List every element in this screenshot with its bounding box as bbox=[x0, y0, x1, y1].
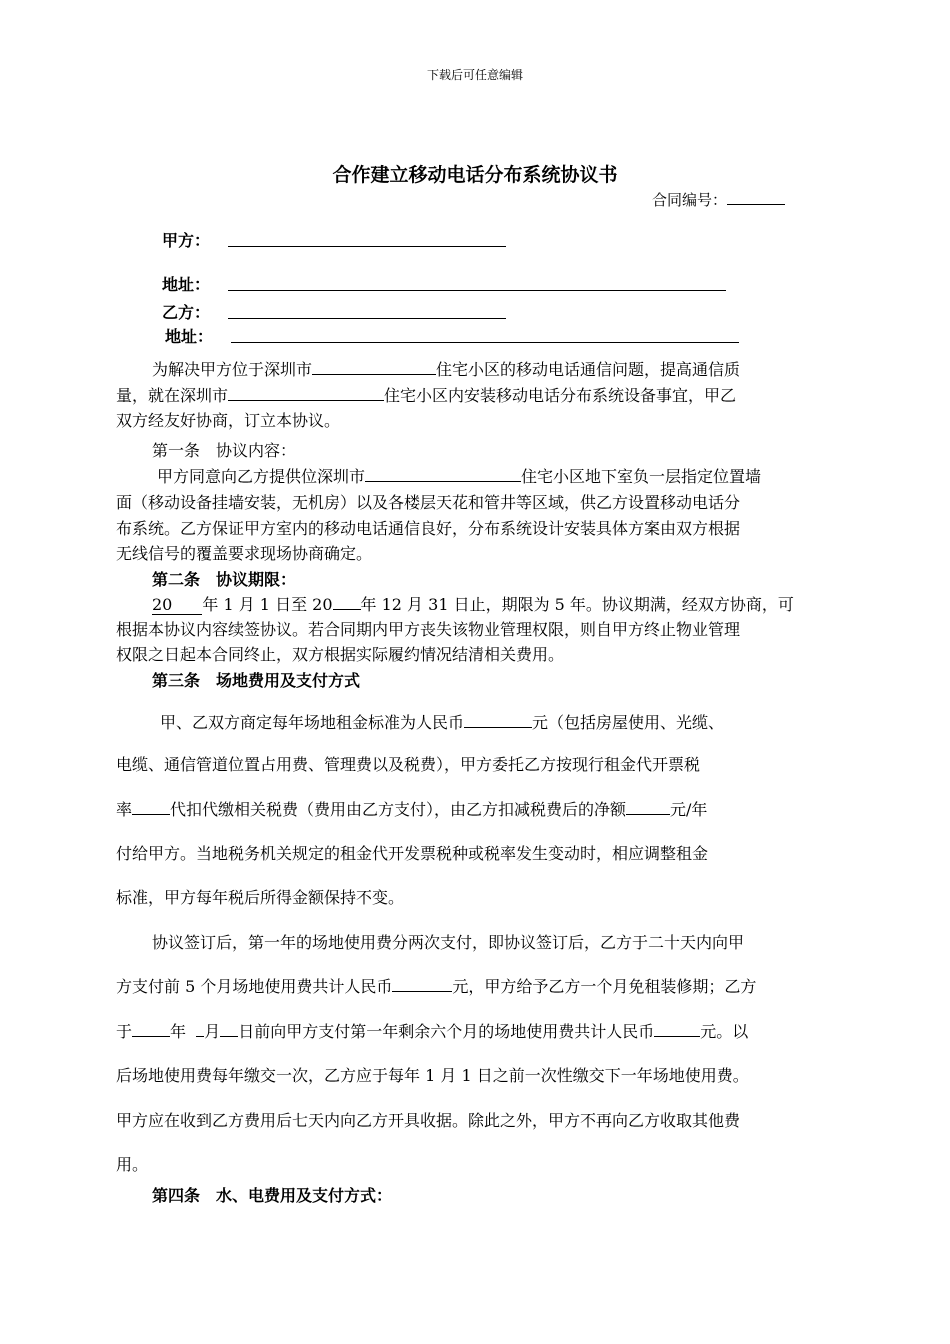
contract-number bbox=[652, 188, 785, 210]
year-start bbox=[152, 595, 202, 615]
article-2-line-1 bbox=[152, 592, 794, 615]
article-3-p1-line-3 bbox=[116, 797, 707, 820]
article-3-heading: 第三条 场地费用及支付方式 bbox=[152, 671, 361, 690]
intro-text: 量，就在深圳市 bbox=[116, 386, 229, 405]
party-a-blank bbox=[228, 246, 506, 247]
article-4-heading: 第四条 水、电费用及支付方式： bbox=[152, 1186, 393, 1205]
blank bbox=[365, 464, 521, 482]
article-1-line-2: 面（移动设备挂墙安装，无机房）以及各楼层天花和管井等区域，供乙方设置移动电话分 bbox=[116, 493, 741, 512]
article-1-line-1 bbox=[157, 464, 761, 487]
party-b-blank bbox=[228, 318, 506, 319]
article-1-line-4: 无线信号的覆盖要求现场协商确定。 bbox=[116, 544, 373, 563]
address-a-blank bbox=[228, 290, 726, 291]
article-text: 元，甲方给予乙方一个月免租装修期；乙方 bbox=[452, 977, 757, 996]
article-3-p2-line-6: 用。 bbox=[116, 1155, 149, 1174]
article-1-heading: 第一条 协议内容： bbox=[152, 441, 297, 460]
party-b-label: 乙方： bbox=[162, 303, 211, 322]
article-2-line-2: 根据本协议内容续签协议。若合同期内甲方丧失该物业管理权限，则自甲方终止物业管理 bbox=[116, 620, 741, 639]
article-text: 年 12 月 31 日止，期限为 5 年。协议期满，经双方协商，可 bbox=[360, 595, 794, 614]
article-3-p2-line-4: 后场地使用费每年缴交一次，乙方应于每年 1 月 1 日之前一次性缴交下一年场地使用费。 bbox=[116, 1066, 749, 1085]
article-text: 月 bbox=[204, 1022, 221, 1041]
article-text: 甲、乙双方商定每年场地租金标准为人民币 bbox=[160, 713, 465, 732]
intro-text: 住宅小区内安装移动电话分布系统设备事宜，甲乙 bbox=[384, 386, 737, 405]
address-b-blank bbox=[231, 342, 739, 343]
intro-text: 住宅小区的移动电话通信问题，提高通信质 bbox=[436, 360, 741, 379]
party-a-label: 甲方： bbox=[162, 231, 211, 250]
article-3-p2-line-1: 协议签订后，第一年的场地使用费分两次支付，即协议签订后，乙方于二十天内向甲 bbox=[152, 933, 745, 952]
address-b-label: 地址： bbox=[165, 327, 214, 346]
blank bbox=[132, 1019, 170, 1037]
article-text: 元（包括房屋使用、光缆、 bbox=[532, 713, 725, 732]
blank bbox=[196, 1019, 204, 1037]
article-3-p1-line-2: 电缆、通信管道位置占用费、管理费以及税费），甲方委托乙方按现行租金代开票税 bbox=[116, 755, 701, 774]
article-text: 日前向甲方支付第一年剩余六个月的场地使用费共计人民币 bbox=[238, 1022, 655, 1041]
blank bbox=[626, 797, 670, 815]
contract-number-blank bbox=[727, 188, 785, 205]
blank bbox=[464, 710, 532, 728]
article-text: 方支付前 5 个月场地使用费共计人民币 bbox=[116, 977, 393, 996]
intro-line-1 bbox=[152, 357, 740, 380]
blank bbox=[312, 357, 436, 375]
article-3-p1-line-4: 付给甲方。当地税务机关规定的租金代开发票税种或税率发生变动时，相应调整租金 bbox=[116, 844, 709, 863]
article-3-p1-line-1 bbox=[160, 710, 724, 733]
address-a-label: 地址： bbox=[162, 275, 211, 294]
article-text: 于 bbox=[116, 1022, 133, 1041]
blank bbox=[654, 1019, 700, 1037]
article-text: 年 bbox=[170, 1022, 187, 1041]
article-3-p2-line-3 bbox=[116, 1019, 748, 1042]
article-3-p1-line-5: 标准，甲方每年税后所得金额保持不变。 bbox=[116, 888, 405, 907]
blank bbox=[333, 592, 361, 610]
article-text: 元/年 bbox=[670, 800, 708, 819]
article-text: 住宅小区地下室负一层指定位置墙 bbox=[521, 467, 762, 486]
article-2-line-3: 权限之日起本合同终止，双方根据实际履约情况结清相关费用。 bbox=[116, 645, 565, 664]
article-text: 元。以 bbox=[700, 1022, 749, 1041]
article-text: 甲方同意向乙方提供位深圳市 bbox=[157, 467, 366, 486]
article-3-p2-line-2 bbox=[116, 974, 756, 997]
blank bbox=[228, 383, 384, 401]
intro-line-2 bbox=[116, 383, 736, 406]
document-title: 合作建立移动电话分布系统协议书 bbox=[332, 164, 618, 186]
intro-text: 为解决甲方位于深圳市 bbox=[152, 360, 313, 379]
blank bbox=[392, 974, 452, 992]
contract-number-label: 合同编号： bbox=[652, 190, 728, 209]
blank bbox=[132, 797, 170, 815]
article-3-p2-line-5: 甲方应在收到乙方费用后七天内向乙方开具收据。除此之外，甲方不再向乙方收取其他费 bbox=[116, 1111, 741, 1130]
article-text: 年 1 月 1 日至 20 bbox=[202, 595, 333, 614]
year-prefix: 20 bbox=[152, 595, 173, 614]
article-1-line-3: 布系统。乙方保证甲方室内的移动电话通信良好，分布系统设计安装具体方案由双方根据 bbox=[116, 519, 741, 538]
article-text: 代扣代缴相关税费（费用由乙方支付），由乙方扣减税费后的净额 bbox=[170, 800, 627, 819]
intro-line-3: 双方经友好协商，订立本协议。 bbox=[116, 411, 341, 430]
blank bbox=[220, 1019, 238, 1037]
article-2-heading: 第二条 协议期限： bbox=[152, 570, 297, 589]
page-header: 下载后可任意编辑 bbox=[426, 68, 523, 82]
article-text: 率 bbox=[116, 800, 133, 819]
